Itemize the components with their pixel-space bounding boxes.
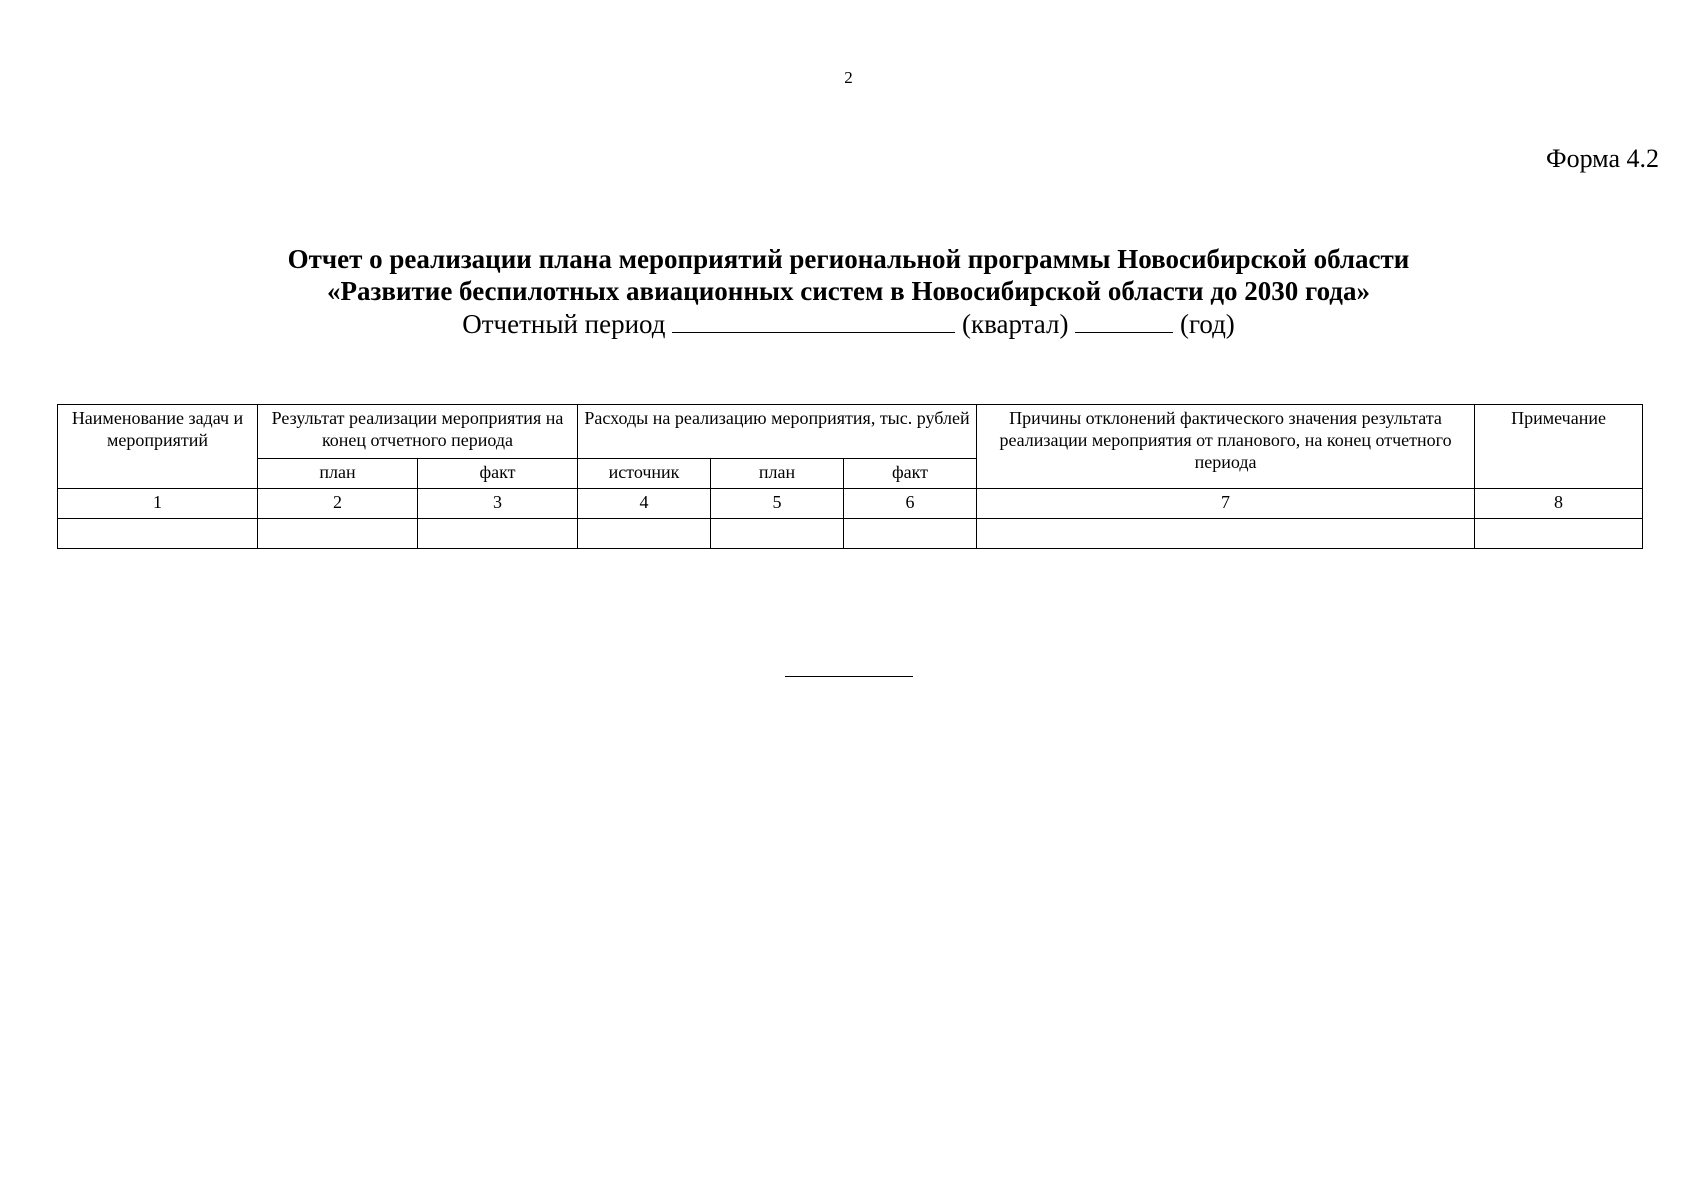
quarter-label: (квартал)	[962, 309, 1069, 339]
table-cell[interactable]	[844, 519, 977, 549]
report-table	[57, 404, 1643, 549]
subheader-result-fact: факт	[418, 459, 578, 489]
subheader-result-plan: план	[258, 459, 418, 489]
table-cell[interactable]	[58, 519, 258, 549]
quarter-blank-field[interactable]	[672, 310, 955, 333]
report-title-line-1: Отчет о реализации плана мероприятий региональной программы Новосибирской области	[287, 244, 1410, 274]
year-blank-field[interactable]	[1075, 310, 1173, 333]
table-cell[interactable]	[977, 519, 1475, 549]
form-label: Форма 4.2	[1546, 144, 1659, 173]
column-number: 8	[1475, 489, 1643, 519]
table-cell[interactable]	[418, 519, 578, 549]
table-cell[interactable]	[1475, 519, 1643, 549]
column-number: 4	[578, 489, 711, 519]
header-row-1	[58, 405, 1643, 459]
column-number: 6	[844, 489, 977, 519]
column-number: 3	[418, 489, 578, 519]
column-number: 7	[977, 489, 1475, 519]
reporting-period-line	[0, 307, 1697, 341]
year-label: (год)	[1179, 309, 1235, 339]
header-expenses-group: Расходы на реализацию мероприятия, тыс. рублей	[578, 405, 977, 459]
page-number: 2	[844, 68, 853, 87]
table-row	[58, 519, 1643, 549]
period-prefix: Отчетный период	[462, 309, 666, 339]
header-result-group: Результат реализации мероприятия на конец отчетного периода	[258, 405, 578, 459]
column-number: 5	[711, 489, 844, 519]
header-tasks-and-activities: Наименование задач и мероприятий	[58, 405, 258, 489]
column-number: 1	[58, 489, 258, 519]
report-title-block	[0, 243, 1697, 341]
subheader-expense-fact: факт	[844, 459, 977, 489]
column-number: 2	[258, 489, 418, 519]
subheader-expense-source: источник	[578, 459, 711, 489]
column-number-row	[58, 489, 1643, 519]
table-cell[interactable]	[258, 519, 418, 549]
header-deviation-reasons: Причины отклонений фактического значения результата реализации мероприятия от планового, на конец отчетного периода	[977, 405, 1475, 489]
table-cell[interactable]	[578, 519, 711, 549]
document-end-rule	[785, 676, 913, 677]
report-title-line-2: «Развитие беспилотных авиационных систем в Новосибирской области до 2030 года»	[327, 276, 1370, 306]
subheader-expense-plan: план	[711, 459, 844, 489]
header-note: Примечание	[1475, 405, 1643, 489]
table-cell[interactable]	[711, 519, 844, 549]
